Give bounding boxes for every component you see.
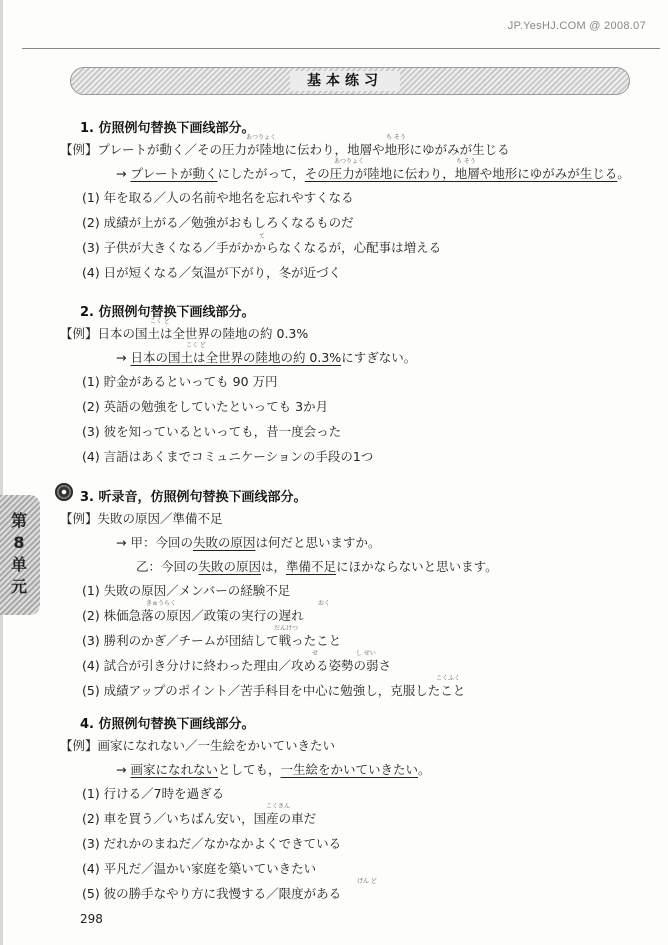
list-item: (1) 年を取る／人の名前や地名を忘れやすくなる (82, 190, 354, 205)
example-text: 地層 (347, 142, 373, 157)
example-text: プレートが動く／その (97, 142, 223, 157)
answer-text: は， (261, 559, 287, 574)
ruby-danketsu: だんけつ (274, 625, 299, 632)
arrow: → (116, 535, 131, 550)
answer-underlined: 一生絵をかいていきたい (280, 762, 418, 777)
list-item: (3) 彼を知っているといっても，昔一度会った (82, 424, 342, 439)
example-text: 圧力 (222, 142, 248, 157)
answer-underlined: 画家になれない (130, 762, 218, 777)
exercise-2-heading: 2. 仿照例句替换下画线部分。 (80, 305, 255, 320)
answer-underlined: 準備不足 (286, 559, 337, 574)
answer-underlined: 地層や地形にゆがみが生じる (454, 166, 618, 181)
answer-text: 甲：今回の (130, 535, 193, 550)
exercise-3-example (60, 509, 223, 527)
list-item: (1) 失敗の原因／メンバーの経験不足 (82, 583, 291, 598)
answer-underlined: プレートが動く (130, 166, 218, 181)
list-item: (3) 勝利のかぎ／チームが団結して戦ったこと (82, 633, 342, 648)
example-text: 日本の国土は全世界の陸地の約 0.3% (97, 326, 309, 341)
list-item: (4) 平凡だ／温かい家庭を築いていきたい (82, 861, 317, 876)
exercise-2-example (60, 324, 308, 342)
answer-text: としても， (217, 762, 281, 777)
ruby-kyuuraku: きゅうらく (146, 600, 177, 607)
answer-underlined: 失敗の原因 (198, 559, 262, 574)
ruby-kokudo: こく ど (150, 318, 170, 325)
answer-underlined: 日本の国土は全世界の陸地の約 0.3% (130, 350, 342, 365)
exercise-4-heading: 4. 仿照例句替换下画线部分。 (80, 717, 255, 732)
arrow: → (116, 762, 131, 777)
example-label: 【例】 (60, 142, 98, 157)
list-item: (4) 言語はあくまでコミュニケーションの手段の1つ (82, 449, 374, 464)
answer-text: にしたがって， (217, 166, 305, 181)
answer-underlined: 失敗の原因 (192, 535, 256, 550)
answer-text: にほかならないと思います。 (336, 559, 498, 574)
ruby-kokudo: こく ど (186, 342, 206, 349)
arrow: → (116, 166, 131, 181)
header-rule (22, 48, 660, 49)
answer-text: にすぎない。 (341, 350, 417, 365)
answer-text: 。 (617, 166, 630, 181)
list-item: (2) 成績が上がる／勉強がおもしろくなるものだ (82, 215, 354, 230)
list-item: (3) だれかのまねだ／なかなかよくできている (82, 836, 342, 851)
exercise-3-answer-otsu (136, 557, 498, 575)
list-item: (1) 貯金があるといっても 90 万円 (82, 374, 278, 389)
example-label: 【例】 (60, 326, 98, 341)
example-text: 画家になれない／一生絵をかいていきたい (97, 738, 336, 753)
arrow: → (116, 350, 131, 365)
list-item: (5) 彼の勝手なやり方に我慢する／限度がある (82, 886, 342, 901)
ruby-gendo: げん ど (357, 878, 377, 885)
exercise-4-answer (116, 760, 431, 778)
ruby-atsuryoku: あつりょく (246, 134, 277, 141)
ruby-se: せ (312, 650, 319, 657)
exercise-1-answer (116, 164, 630, 182)
banner-title: 基本练习 (290, 71, 400, 91)
exercise-2-answer (116, 348, 416, 366)
ruby-atsuryoku: あつりょく (334, 158, 365, 165)
list-item: (3) 子供が大きくなる／手がかからなくなるが，心配事は増える (82, 240, 442, 255)
answer-text: 。 (418, 762, 431, 777)
ruby-chisou: ち そう (456, 158, 476, 165)
example-text: 失敗の原因／準備不足 (97, 511, 223, 526)
list-item: (2) 英語の勉強をしていたといっても 3か月 (82, 399, 329, 414)
answer-text: は何だと思いますか。 (255, 535, 381, 550)
example-text: が陸地に伝わり， (247, 142, 348, 157)
list-item: (5) 成績アップのポイント／苦手科目を中心に勉強し，克服したこと (82, 683, 466, 698)
audio-cd-icon (55, 483, 73, 501)
ruby-oku: おく (318, 600, 331, 607)
exercise-1-heading: 1. 仿照例句替换下画线部分。 (80, 121, 255, 136)
answer-underlined: その圧力が陸地に伝わり， (304, 166, 455, 181)
list-item: (1) 行ける／7時を過ぎる (82, 786, 225, 801)
ruby-kokusan: こくさん (266, 803, 291, 810)
ruby-te: て (259, 233, 266, 240)
exercise-3-answer-kou (116, 533, 381, 551)
answer-text: 乙：今回の (136, 559, 199, 574)
example-label: 【例】 (60, 738, 98, 753)
unit-label: 第8单元 (10, 511, 27, 596)
exercise-1-example (60, 140, 510, 158)
ruby-shisei: し せい (356, 650, 376, 657)
watermark: JP.YesHJ.COM @ 2008.07 (507, 20, 646, 32)
list-item: (2) 車を買う／いちばん安い，国産の車だ (82, 811, 317, 826)
list-item: (4) 日が短くなる／気温が下がり，冬が近づく (82, 265, 342, 280)
exercise-3-heading: 3. 听录音，仿照例句替换下画线部分。 (80, 490, 307, 505)
page-number: 298 (80, 912, 103, 926)
example-text: や地形にゆがみが生じる (372, 142, 510, 157)
list-item: (4) 試合が引き分けに終わった理由／攻める姿勢の弱さ (82, 658, 392, 673)
list-item: (2) 株価急落の原因／政策の実行の遅れ (82, 608, 304, 623)
scan-edge (0, 0, 3, 945)
ruby-chisou: ち そう (386, 134, 406, 141)
exercise-4-example (60, 736, 335, 754)
ruby-kokufuku: こくふく (436, 675, 461, 682)
example-label: 【例】 (60, 511, 98, 526)
